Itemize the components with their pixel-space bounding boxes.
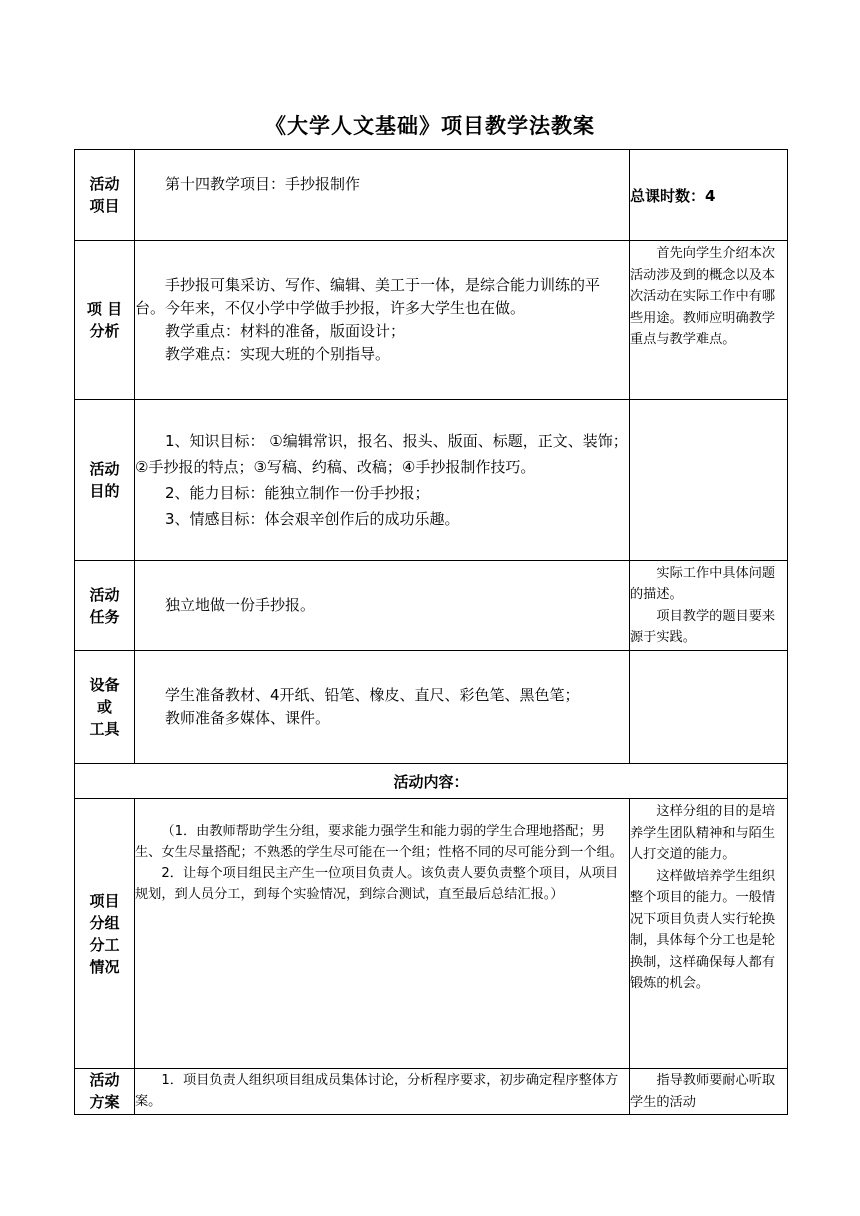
goal-note-empty: [630, 400, 788, 561]
row-activity-item: [75, 150, 788, 241]
row-activity-plan: [75, 1069, 788, 1115]
equipment-note-empty: [630, 651, 788, 764]
analysis-note: 首先向学生介绍本次活动涉及到的概念以及本次活动在实际工作中有哪些用途。教师应明确教学重点与教学难点。: [630, 241, 788, 400]
project-analysis-text: 手抄报可集采访、写作、编辑、美工于一体，是综合能力训练的平台。今年来，不仅小学中学做手抄报，许多大学生也在做。 教学重点：材料的准备，版面设计； 教学难点：实现大班的个别指导。: [135, 241, 630, 400]
row-grouping: [75, 799, 788, 1069]
grouping-text: （1．由教师帮助学生分组，要求能力强学生和能力弱的学生合理地搭配；男生、女生尽量搭配；不熟悉的学生尽可能在一个组；性格不同的尽可能分到一个组。 2．让每个项目组民主产生一位项目负责人。该负责人要负责整个项目，从项目规划，到人员分工，到每个实验情况，到综合测试，直至最后总结汇报。）: [135, 799, 630, 1069]
row-activity-task: [75, 561, 788, 651]
activity-content-heading: 活动内容：: [75, 764, 788, 799]
label-grouping: 项目 分组 分工 情况: [75, 799, 135, 1069]
label-project-analysis: 项 目 分析: [75, 241, 135, 400]
row-project-analysis: [75, 241, 788, 400]
activity-goal-text: 1、知识目标： ①编辑常识，报名、报头、版面、标题，正文、装饰；②手抄报的特点；③写稿、约稿、改稿；④手抄报制作技巧。 2、能力目标：能独立制作一份手抄报； 3、情感目标：体会艰辛创作后的成功乐趣。: [135, 400, 630, 561]
label-activity-task: 活动 任务: [75, 561, 135, 651]
activity-item-text: 第十四教学项目：手抄报制作: [135, 150, 630, 241]
activity-plan-note: 指导教师要耐心听取学生的活动: [630, 1069, 788, 1115]
total-hours: 总课时数：4: [630, 150, 788, 241]
row-content-header: [75, 764, 788, 799]
row-equipment: [75, 651, 788, 764]
row-activity-goal: [75, 400, 788, 561]
equipment-text: 学生准备教材、4开纸、铅笔、橡皮、直尺、彩色笔、黑色笔； 教师准备多媒体、课件。: [135, 651, 630, 764]
lesson-plan-table: [74, 149, 788, 1115]
activity-task-text: 独立地做一份手抄报。: [135, 561, 630, 651]
label-equipment: 设备 或 工具: [75, 651, 135, 764]
label-activity-plan: 活动 方案: [75, 1069, 135, 1115]
task-note: 实际工作中具体问题的描述。 项目教学的题目要来源于实践。: [630, 561, 788, 651]
label-activity-goal: 活动 目的: [75, 400, 135, 561]
grouping-note: 这样分组的目的是培养学生团队精神和与陌生人打交道的能力。 这样做培养学生组织整个项目的能力。一般情况下项目负责人实行轮换制，具体每个分工也是轮换制，这样确保每人都有锻炼的机会。: [630, 799, 788, 1069]
activity-plan-text: 1．项目负责人组织项目组成员集体讨论，分析程序要求，初步确定程序整体方案。: [135, 1069, 630, 1115]
document-title: 《大学人文基础》项目教学法教案: [265, 113, 595, 138]
label-activity-item: 活动 项目: [75, 150, 135, 241]
